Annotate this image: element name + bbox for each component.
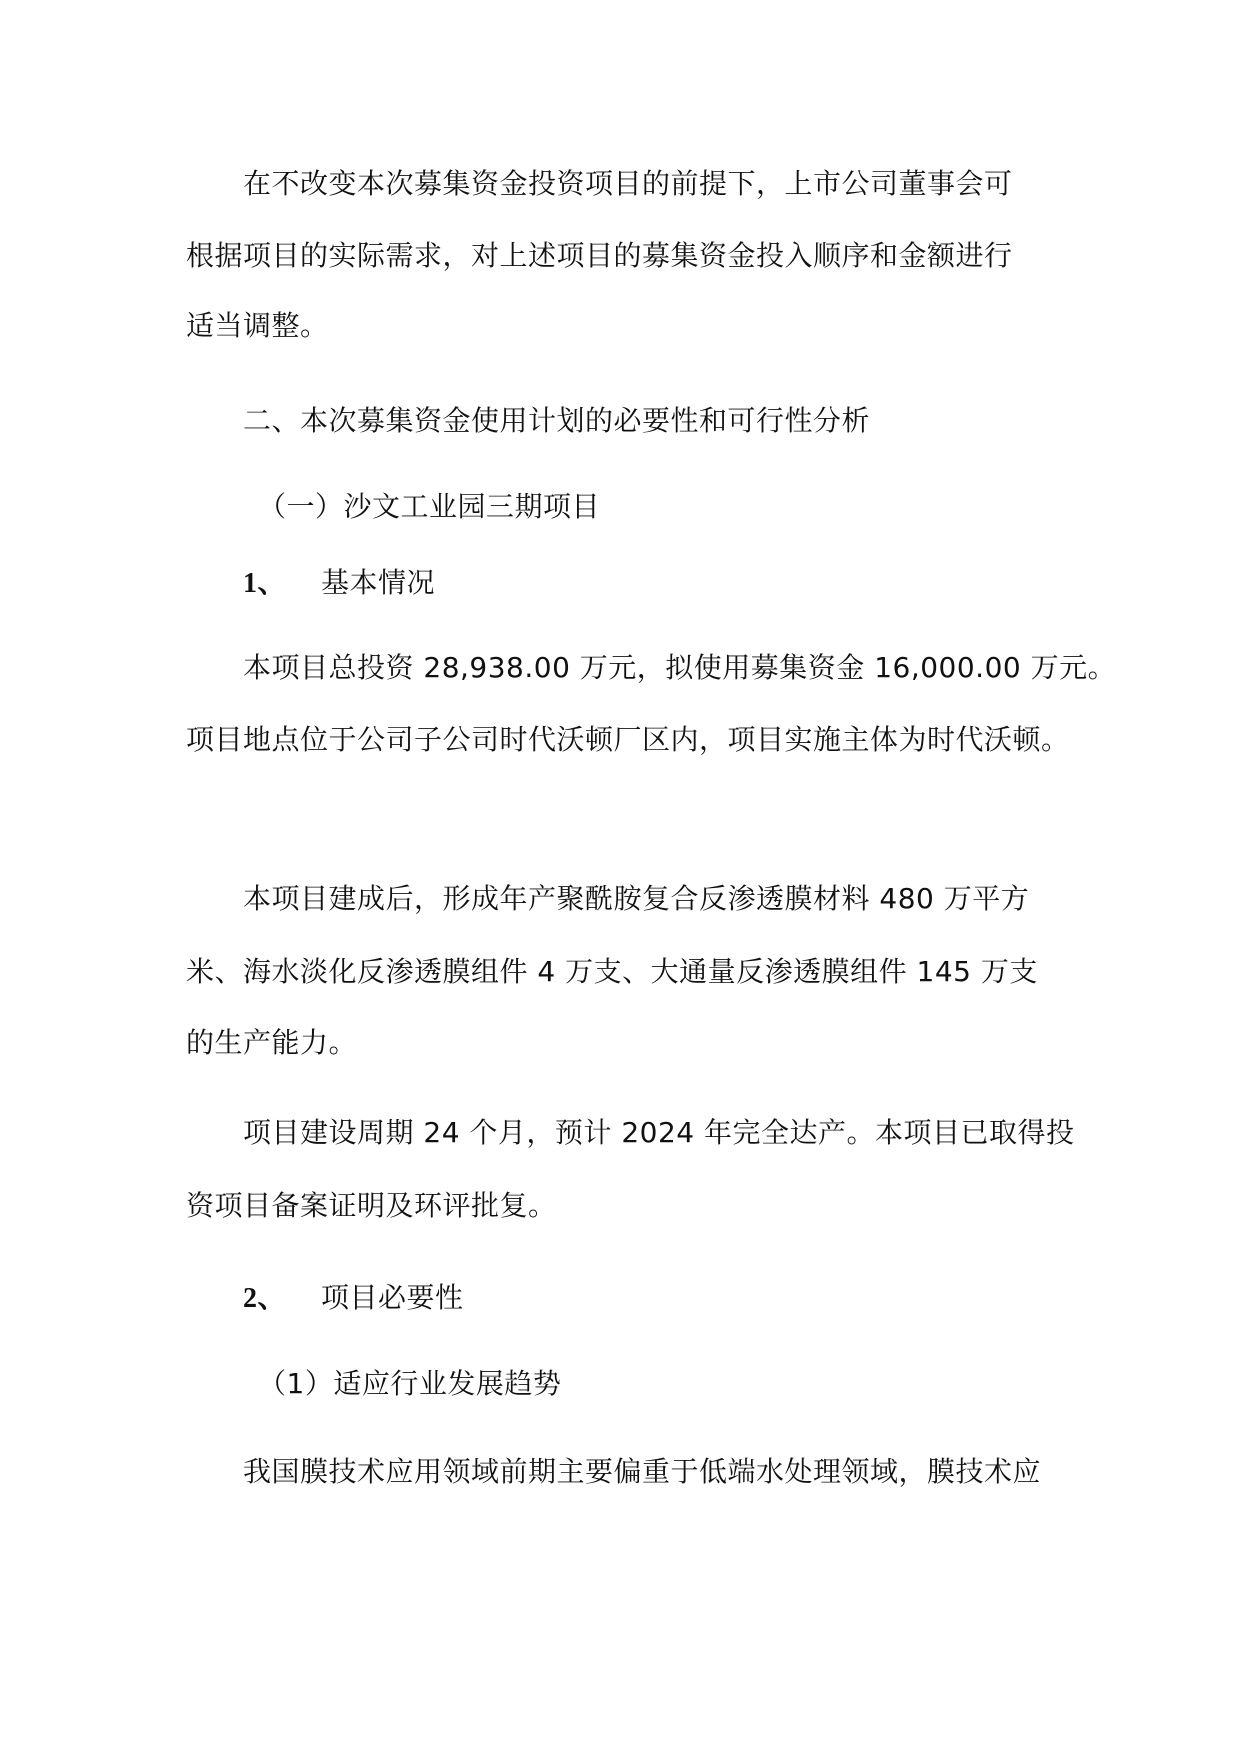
paragraph-line: 根据项目的实际需求，对上述项目的募集资金投入顺序和金额进行 — [186, 239, 1013, 272]
paragraph-line: 米、海水淡化反渗透膜组件 4 万支、大通量反渗透膜组件 145 万支 — [186, 955, 1038, 988]
paragraph-line: 我国膜技术应用领域前期主要偏重于低端水处理领域，膜技术应 — [243, 1455, 1042, 1488]
paragraph-line: 的生产能力。 — [186, 1026, 358, 1059]
paragraph-line: 本项目建成后，形成年产聚酰胺复合反渗透膜材料 480 万平方 — [243, 882, 1030, 915]
item-number: 2、 — [243, 1283, 287, 1314]
paragraph-line: 项目建设周期 24 个月，预计 2024 年完全达产。本项目已取得投 — [243, 1116, 1075, 1149]
item-title: 项目必要性 — [321, 1281, 464, 1314]
paragraph-line: 资项目备案证明及环评批复。 — [186, 1189, 557, 1222]
section-heading: 二、本次募集资金使用计划的必要性和可行性分析 — [243, 404, 871, 437]
paragraph-line: 适当调整。 — [186, 309, 329, 342]
paragraph-line: 项目地点位于公司子公司时代沃顿厂区内，项目实施主体为时代沃顿。 — [186, 723, 1070, 756]
paragraph-line: 在不改变本次募集资金投资项目的前提下，上市公司董事会可 — [243, 167, 1013, 200]
item-title: 基本情况 — [321, 566, 436, 599]
subsection-heading: （一）沙文工业园三期项目 — [258, 490, 601, 523]
sub-heading: （1）适应行业发展趋势 — [258, 1367, 562, 1400]
item-heading-basic — [243, 565, 435, 602]
item-number: 1、 — [243, 568, 287, 599]
item-heading-necessity — [243, 1280, 464, 1317]
paragraph-line: 本项目总投资 28,938.00 万元，拟使用募集资金 16,000.00 万元。 — [243, 651, 1117, 684]
